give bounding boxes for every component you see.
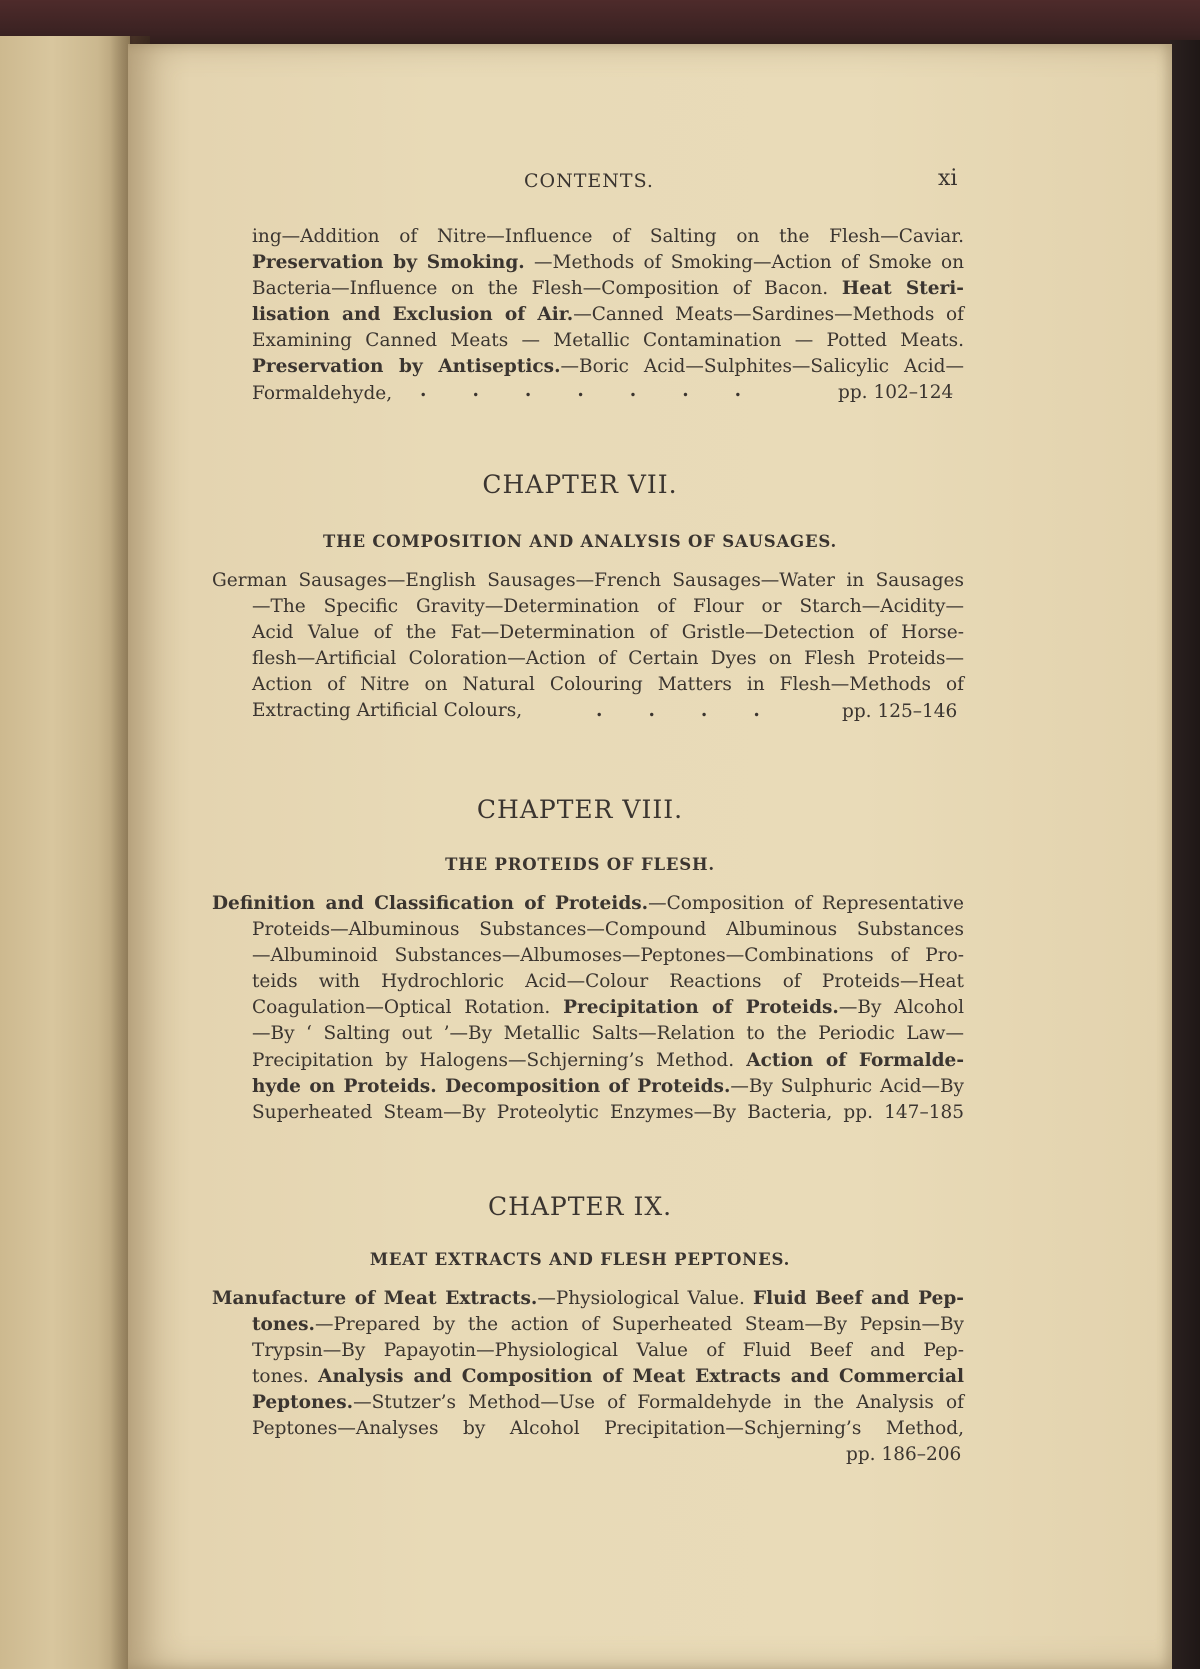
- text-line: flesh—Artificial Coloration—Action of Certain Dyes on Flesh Proteids—: [252, 648, 964, 670]
- page-range: pp. 102–124: [838, 382, 954, 403]
- page-number: xi: [938, 166, 958, 191]
- chapter-heading: CHAPTER VIII.: [476, 795, 684, 824]
- chapter-viii-summary: [212, 891, 964, 1126]
- bold-term: Heat Steri-: [841, 278, 964, 300]
- text-line: Bacteria—Influence on the Flesh—Composition of Bacon. Heat Steri-: [252, 278, 964, 300]
- book-cover-top-edge: [0, 0, 1200, 48]
- text-line: Preservation by Smoking. —Methods of Smoking—Action of Smoke on: [252, 252, 964, 274]
- page-range: pp. 186–206: [846, 1444, 962, 1465]
- text-line: Manufacture of Meat Extracts.—Physiological Value. Fluid Beef and Pep-: [212, 1288, 964, 1309]
- text-line: Examining Canned Meats — Metallic Contamination — Potted Meats.: [252, 330, 964, 352]
- text-line: Trypsin—By Papayotin—Physiological Value of Fluid Beef and Pep-: [252, 1340, 964, 1362]
- leader-dots: .......: [420, 380, 788, 401]
- text-line: Precipitation by Halogens—Schjerning’s Method. Action of Formalde-: [252, 1049, 965, 1071]
- text-line: hyde on Proteids. Decomposition of Proteids.—By Sulphuric Acid—By: [252, 1075, 964, 1097]
- text-line: Proteids—Albuminous Substances—Compound Albuminous Substances: [252, 919, 964, 941]
- text-line: tones.—Prepared by the action of Superheated Steam—By Pepsin—By: [252, 1314, 964, 1336]
- text-line: ing—Addition of Nitre—Influence of Salting on the Flesh—Caviar.: [252, 226, 964, 247]
- text-line: tones. Analysis and Composition of Meat Extracts and Commercial: [252, 1366, 964, 1388]
- bold-term: lisation and Exclusion of Air.: [252, 304, 574, 326]
- chapter-heading: CHAPTER IX.: [487, 1192, 673, 1221]
- chapter-ix-summary: [212, 1286, 964, 1443]
- text-line: Extracting Artificial Colours,: [252, 700, 523, 722]
- text-line: —Albuminoid Substances—Albumoses—Peptones—Combinations of Pro-: [252, 945, 964, 967]
- text-line: Acid Value of the Fat—Determination of Gristle—Detection of Horse-: [252, 622, 964, 644]
- bold-term: Preservation by Antiseptics.: [252, 356, 561, 378]
- text-line: Superheated Steam—By Proteolytic Enzymes—By Bacteria, pp. 147–185: [252, 1101, 964, 1123]
- chapter-heading: CHAPTER VII.: [482, 470, 678, 499]
- text-line: lisation and Exclusion of Air.—Canned Meats—Sardines—Methods of: [252, 304, 965, 326]
- text-line: Coagulation—Optical Rotation. Precipitation of Proteids.—By Alcohol: [252, 997, 964, 1019]
- page-range: pp. 125–146: [842, 701, 958, 722]
- running-head: CONTENTS.: [524, 170, 654, 192]
- text-line: Formaldehyde,: [252, 382, 393, 404]
- text-line: Peptones—Analyses by Alcohol Precipitation—Schjerning’s Method,: [252, 1418, 964, 1440]
- text-line: —By ‘ Salting out ’—By Metallic Salts—Relation to the Periodic Law—: [252, 1023, 964, 1045]
- text-line: Action of Nitre on Natural Colouring Matters in Flesh—Methods of: [252, 674, 964, 696]
- bold-term: Preservation by Smoking.: [252, 252, 525, 274]
- leader-dots: ....: [596, 700, 806, 721]
- book-cover-right-edge: [1170, 40, 1200, 1669]
- text-line: Preservation by Antiseptics.—Boric Acid—Sulphites—Salicylic Acid—: [252, 356, 964, 378]
- chapter-title: THE PROTEIDS OF FLESH.: [445, 855, 715, 874]
- text-line: teids with Hydrochloric Acid—Colour Reactions of Proteids—Heat: [252, 971, 964, 993]
- text-line: Definition and Classification of Proteids.—Composition of Representative: [212, 893, 964, 914]
- text-line: German Sausages—English Sausages—French Sausages—Water in Sausages: [212, 570, 964, 591]
- chapter-title: THE COMPOSITION AND ANALYSIS OF SAUSAGES.: [322, 532, 837, 551]
- text-line: —The Specific Gravity—Determination of Flour or Starch—Acidity—: [252, 596, 964, 618]
- chapter-title: MEAT EXTRACTS AND FLESH PEPTONES.: [369, 1250, 791, 1269]
- text-line: Peptones.—Stutzer’s Method—Use of Formaldehyde in the Analysis of: [252, 1392, 964, 1414]
